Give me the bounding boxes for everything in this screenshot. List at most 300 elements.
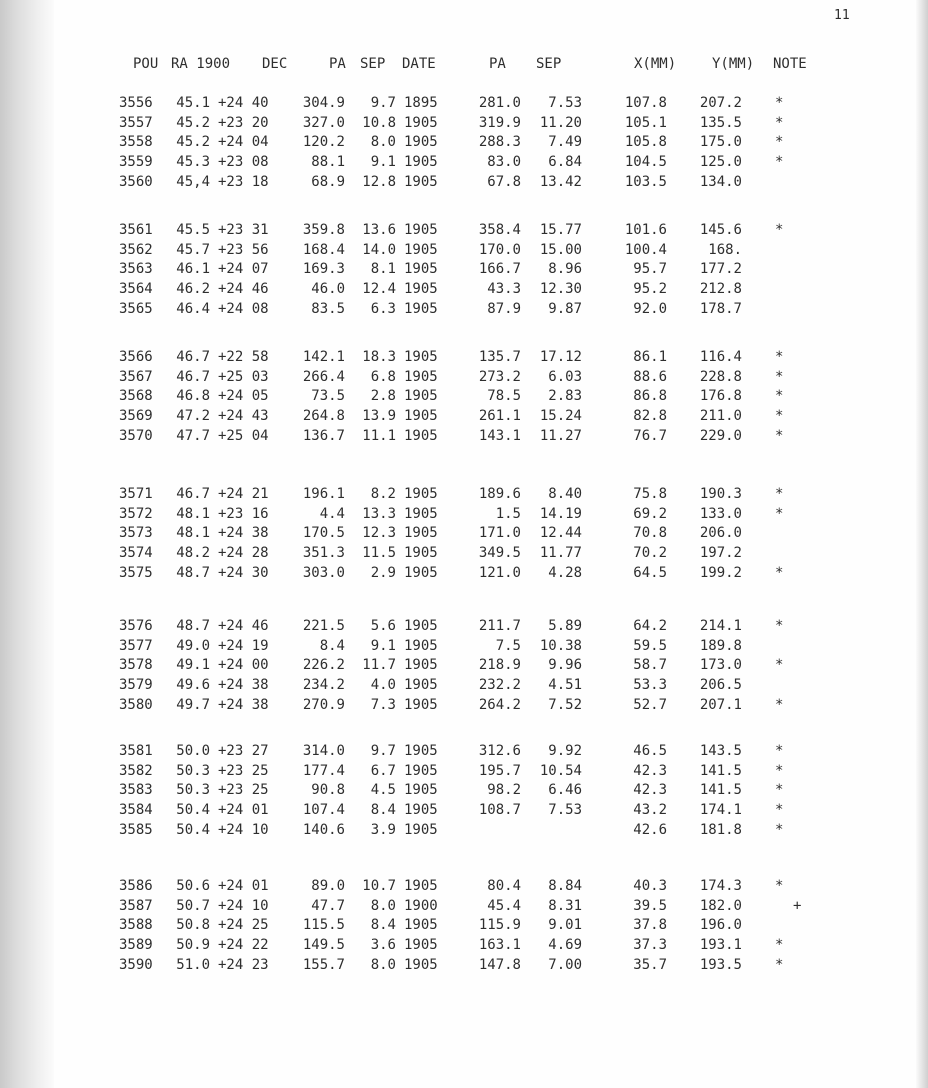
cell-date: 1905 xyxy=(404,241,438,258)
cell-date: 1905 xyxy=(404,743,438,759)
table-row xyxy=(0,114,928,132)
cell-pa: 4.4 xyxy=(319,505,345,522)
cell-pa: 359.8 xyxy=(302,222,345,238)
cell-ra: 45.1 xyxy=(176,95,210,111)
table-row xyxy=(0,742,928,760)
cell-note: * xyxy=(775,486,784,502)
cell-note: * xyxy=(775,956,784,973)
cell-dec: +23 18 xyxy=(218,173,269,190)
cell-date: 1905 xyxy=(404,222,438,238)
cell-dec: +24 46 xyxy=(218,618,269,634)
table-row xyxy=(0,564,928,582)
cell-ra: 49.6 xyxy=(176,677,210,694)
cell-note: * xyxy=(775,802,784,819)
cell-x-mm: 76.7 xyxy=(633,427,667,444)
cell-sep: 11.5 xyxy=(362,545,396,562)
cell-y-mm: 178.7 xyxy=(699,300,742,317)
cell-x-mm: 103.5 xyxy=(624,173,667,190)
cell-sep: 11.1 xyxy=(362,427,396,444)
cell-y-mm: 145.6 xyxy=(699,222,742,238)
cell-dec: +23 20 xyxy=(218,114,269,131)
cell-x-mm: 53.3 xyxy=(633,677,667,694)
cell-pou: 3567 xyxy=(119,368,153,385)
cell-pou: 3586 xyxy=(119,878,153,894)
cell-sep-current: 15.24 xyxy=(539,408,582,425)
table-row xyxy=(0,387,928,405)
cell-note: * xyxy=(775,878,784,894)
cell-pa: 327.0 xyxy=(302,114,345,131)
cell-pou: 3580 xyxy=(119,696,153,713)
cell-y-mm: 141.5 xyxy=(699,782,742,799)
cell-pa-current: 78.5 xyxy=(487,388,521,405)
cell-ra: 49.1 xyxy=(176,657,210,674)
cell-sep: 7.3 xyxy=(370,696,396,713)
cell-note: * xyxy=(775,937,784,954)
cell-pa: 8.4 xyxy=(319,637,345,654)
cell-sep: 9.7 xyxy=(370,743,396,759)
cell-pa-current: 43.3 xyxy=(487,281,521,298)
cell-x-mm: 100.4 xyxy=(624,241,667,258)
cell-note: * xyxy=(775,222,784,238)
cell-ra: 50.4 xyxy=(176,802,210,819)
cell-sep-current: 17.12 xyxy=(539,349,582,365)
cell-pou: 3588 xyxy=(119,917,153,934)
cell-x-mm: 105.8 xyxy=(624,134,667,151)
cell-dec: +24 08 xyxy=(218,300,269,317)
cell-sep-current: 15.00 xyxy=(539,241,582,258)
cell-ra: 51.0 xyxy=(176,956,210,973)
cell-x-mm: 64.5 xyxy=(633,564,667,581)
cell-pa-current: 358.4 xyxy=(478,222,521,238)
cell-date: 1905 xyxy=(404,173,438,190)
cell-pou: 3589 xyxy=(119,937,153,954)
cell-sep-current: 6.03 xyxy=(548,368,582,385)
cell-sep: 12.4 xyxy=(362,281,396,298)
cell-date: 1905 xyxy=(404,696,438,713)
cell-ra: 49.7 xyxy=(176,696,210,713)
cell-x-mm: 82.8 xyxy=(633,408,667,425)
cell-sep: 11.7 xyxy=(362,657,396,674)
cell-ra: 50.7 xyxy=(176,897,210,914)
cell-ra: 46.7 xyxy=(176,486,210,502)
cell-dec: +24 38 xyxy=(218,696,269,713)
cell-pa-current: 273.2 xyxy=(478,368,521,385)
cell-dec: +24 25 xyxy=(218,917,269,934)
cell-ra: 45.5 xyxy=(176,222,210,238)
cell-y-mm: 125.0 xyxy=(699,154,742,171)
cell-pou: 3561 xyxy=(119,222,153,238)
cell-pa-current: 108.7 xyxy=(478,802,521,819)
cell-ra: 50.8 xyxy=(176,917,210,934)
cell-sep: 12.3 xyxy=(362,525,396,542)
table-row xyxy=(0,936,928,954)
cell-sep-current: 9.96 xyxy=(548,657,582,674)
cell-sep-current: 11.20 xyxy=(539,114,582,131)
cell-sep-current: 14.19 xyxy=(539,505,582,522)
cell-y-mm: 181.8 xyxy=(699,821,742,838)
cell-dec: +24 05 xyxy=(218,388,269,405)
cell-ra: 46.8 xyxy=(176,388,210,405)
cell-sep-current: 6.84 xyxy=(548,154,582,171)
cell-x-mm: 37.3 xyxy=(633,937,667,954)
cell-dec: +24 21 xyxy=(218,486,269,502)
cell-pa: 234.2 xyxy=(302,677,345,694)
cell-x-mm: 75.8 xyxy=(633,486,667,502)
cell-sep-current: 12.30 xyxy=(539,281,582,298)
cell-dec: +24 28 xyxy=(218,545,269,562)
cell-sep-current: 9.01 xyxy=(548,917,582,934)
table-row xyxy=(0,300,928,318)
cell-ra: 50.4 xyxy=(176,821,210,838)
cell-ra: 47.7 xyxy=(176,427,210,444)
cell-pa-current: 349.5 xyxy=(478,545,521,562)
cell-dec: +24 40 xyxy=(218,95,269,111)
cell-pou: 3585 xyxy=(119,821,153,838)
cell-pou: 3573 xyxy=(119,525,153,542)
cell-sep: 3.9 xyxy=(370,821,396,838)
page-number: 11 xyxy=(834,8,850,23)
table-row xyxy=(0,260,928,278)
cell-note: * xyxy=(775,657,784,674)
cell-dec: +24 00 xyxy=(218,657,269,674)
cell-y-mm: 196.0 xyxy=(699,917,742,934)
table-row xyxy=(0,280,928,298)
cell-sep-current: 6.46 xyxy=(548,782,582,799)
cell-date: 1905 xyxy=(404,134,438,151)
table-row xyxy=(0,241,928,259)
cell-sep-current: 4.51 xyxy=(548,677,582,694)
cell-x-mm: 88.6 xyxy=(633,368,667,385)
table-row xyxy=(0,173,928,191)
cell-sep: 14.0 xyxy=(362,241,396,258)
cell-x-mm: 64.2 xyxy=(633,618,667,634)
cell-pou: 3564 xyxy=(119,281,153,298)
cell-note: * xyxy=(775,368,784,385)
cell-dec: +24 22 xyxy=(218,937,269,954)
cell-pa-current: 261.1 xyxy=(478,408,521,425)
table-row xyxy=(0,427,928,445)
cell-sep-current: 9.87 xyxy=(548,300,582,317)
cell-pou: 3584 xyxy=(119,802,153,819)
cell-y-mm: 133.0 xyxy=(699,505,742,522)
cell-ra: 48.7 xyxy=(176,618,210,634)
cell-dec: +24 38 xyxy=(218,677,269,694)
table-row xyxy=(0,133,928,151)
cell-x-mm: 70.2 xyxy=(633,545,667,562)
cell-y-mm: 177.2 xyxy=(699,261,742,278)
cell-sep: 4.5 xyxy=(370,782,396,799)
cell-date: 1905 xyxy=(404,368,438,385)
cell-note: * xyxy=(775,821,784,838)
cell-sep-current: 11.77 xyxy=(539,545,582,562)
cell-date: 1905 xyxy=(404,937,438,954)
cell-pa: 168.4 xyxy=(302,241,345,258)
cell-pa: 303.0 xyxy=(302,564,345,581)
cell-ra: 48.2 xyxy=(176,545,210,562)
cell-dec: +25 04 xyxy=(218,427,269,444)
cell-pou: 3572 xyxy=(119,505,153,522)
cell-sep: 8.2 xyxy=(370,486,396,502)
cell-note: * xyxy=(775,743,784,759)
cell-sep-current: 10.38 xyxy=(539,637,582,654)
cell-x-mm: 42.3 xyxy=(633,762,667,779)
cell-sep-current: 7.52 xyxy=(548,696,582,713)
cell-y-mm: 214.1 xyxy=(699,618,742,634)
cell-sep-current: 9.92 xyxy=(548,743,582,759)
cell-date: 1905 xyxy=(404,388,438,405)
cell-y-mm: 174.1 xyxy=(699,802,742,819)
cell-x-mm: 92.0 xyxy=(633,300,667,317)
cell-pa: 149.5 xyxy=(302,937,345,954)
cell-y-mm: 206.5 xyxy=(699,677,742,694)
cell-pou: 3563 xyxy=(119,261,153,278)
cell-x-mm: 86.1 xyxy=(633,349,667,365)
cell-date: 1905 xyxy=(404,762,438,779)
table-row xyxy=(0,781,928,799)
cell-pa-current: 195.7 xyxy=(478,762,521,779)
cell-y-mm: 229.0 xyxy=(699,427,742,444)
header-date: DATE xyxy=(402,56,436,72)
table-row xyxy=(0,524,928,542)
cell-pou: 3562 xyxy=(119,241,153,258)
cell-date: 1905 xyxy=(404,349,438,365)
cell-pa: 136.7 xyxy=(302,427,345,444)
cell-y-mm: 175.0 xyxy=(699,134,742,151)
cell-pa: 266.4 xyxy=(302,368,345,385)
cell-note: * xyxy=(775,696,784,713)
cell-pou: 3556 xyxy=(119,95,153,111)
cell-pou: 3579 xyxy=(119,677,153,694)
cell-x-mm: 58.7 xyxy=(633,657,667,674)
cell-dec: +23 25 xyxy=(218,762,269,779)
cell-ra: 49.0 xyxy=(176,637,210,654)
cell-note: * xyxy=(775,134,784,151)
cell-pa-current: 281.0 xyxy=(478,95,521,111)
cell-sep: 8.1 xyxy=(370,261,396,278)
cell-ra: 50.6 xyxy=(176,878,210,894)
cell-pou: 3570 xyxy=(119,427,153,444)
cell-dec: +24 38 xyxy=(218,525,269,542)
cell-dec: +22 58 xyxy=(218,349,269,365)
cell-ra: 46.2 xyxy=(176,281,210,298)
cell-pa: 89.0 xyxy=(311,878,345,894)
table-row xyxy=(0,877,928,895)
cell-x-mm: 86.8 xyxy=(633,388,667,405)
cell-date: 1905 xyxy=(404,154,438,171)
header-x-mm: X(MM) xyxy=(634,56,677,72)
table-row xyxy=(0,94,928,112)
cell-note: * xyxy=(775,505,784,522)
cell-pa: 120.2 xyxy=(302,134,345,151)
cell-sep: 6.8 xyxy=(370,368,396,385)
cell-ra: 50.9 xyxy=(176,937,210,954)
cell-y-mm: 207.1 xyxy=(699,696,742,713)
header-y-mm: Y(MM) xyxy=(712,56,755,72)
cell-y-mm: 174.3 xyxy=(699,878,742,894)
cell-sep-current: 12.44 xyxy=(539,525,582,542)
cell-pou: 3575 xyxy=(119,564,153,581)
table-row xyxy=(0,505,928,523)
cell-ra: 48.1 xyxy=(176,505,210,522)
cell-x-mm: 69.2 xyxy=(633,505,667,522)
table-row xyxy=(0,801,928,819)
cell-dec: +24 43 xyxy=(218,408,269,425)
cell-y-mm: 176.8 xyxy=(699,388,742,405)
cell-pa-current: 163.1 xyxy=(478,937,521,954)
cell-pou: 3574 xyxy=(119,545,153,562)
cell-pa: 88.1 xyxy=(311,154,345,171)
cell-y-mm: 168. xyxy=(708,241,742,258)
cell-ra: 45.2 xyxy=(176,134,210,151)
cell-pa: 196.1 xyxy=(302,486,345,502)
cell-pa-current: 7.5 xyxy=(495,637,521,654)
cell-note: * xyxy=(775,114,784,131)
cell-ra: 46.7 xyxy=(176,368,210,385)
table-row xyxy=(0,897,928,915)
cell-sep: 2.8 xyxy=(370,388,396,405)
cell-date: 1900 xyxy=(404,897,438,914)
cell-pou: 3577 xyxy=(119,637,153,654)
cell-ra: 50.0 xyxy=(176,743,210,759)
cell-sep: 10.8 xyxy=(362,114,396,131)
cell-x-mm: 95.2 xyxy=(633,281,667,298)
cell-sep-current: 7.53 xyxy=(548,95,582,111)
cell-sep-current: 5.89 xyxy=(548,618,582,634)
cell-x-mm: 40.3 xyxy=(633,878,667,894)
cell-note: + xyxy=(793,897,802,914)
cell-sep-current: 8.96 xyxy=(548,261,582,278)
cell-ra: 47.2 xyxy=(176,408,210,425)
cell-ra: 45.2 xyxy=(176,114,210,131)
cell-date: 1905 xyxy=(404,782,438,799)
cell-note: * xyxy=(775,408,784,425)
cell-pou: 3557 xyxy=(119,114,153,131)
cell-pou: 3578 xyxy=(119,657,153,674)
cell-pa: 351.3 xyxy=(302,545,345,562)
cell-sep-current: 4.69 xyxy=(548,937,582,954)
header-note: NOTE xyxy=(773,56,807,72)
cell-sep: 8.4 xyxy=(370,802,396,819)
table-row xyxy=(0,153,928,171)
cell-sep: 8.4 xyxy=(370,917,396,934)
cell-x-mm: 101.6 xyxy=(624,222,667,238)
cell-x-mm: 43.2 xyxy=(633,802,667,819)
cell-date: 1895 xyxy=(404,95,438,111)
cell-x-mm: 42.3 xyxy=(633,782,667,799)
cell-pa-current: 218.9 xyxy=(478,657,521,674)
cell-dec: +24 19 xyxy=(218,637,269,654)
cell-x-mm: 37.8 xyxy=(633,917,667,934)
cell-sep-current: 7.53 xyxy=(548,802,582,819)
cell-date: 1905 xyxy=(404,525,438,542)
cell-pa-current: 232.2 xyxy=(478,677,521,694)
cell-sep-current: 4.28 xyxy=(548,564,582,581)
cell-dec: +23 08 xyxy=(218,154,269,171)
cell-sep-current: 10.54 xyxy=(539,762,582,779)
cell-pa-current: 45.4 xyxy=(487,897,521,914)
header-sep: SEP xyxy=(360,56,386,72)
cell-date: 1905 xyxy=(404,677,438,694)
cell-x-mm: 46.5 xyxy=(633,743,667,759)
cell-dec: +24 01 xyxy=(218,802,269,819)
cell-note: * xyxy=(775,618,784,634)
table-row xyxy=(0,956,928,974)
table-row xyxy=(0,676,928,694)
cell-pa: 46.0 xyxy=(311,281,345,298)
cell-sep: 18.3 xyxy=(362,349,396,365)
cell-y-mm: 193.5 xyxy=(699,956,742,973)
cell-x-mm: 104.5 xyxy=(624,154,667,171)
cell-dec: +24 01 xyxy=(218,878,269,894)
cell-y-mm: 141.5 xyxy=(699,762,742,779)
cell-pa: 155.7 xyxy=(302,956,345,973)
cell-pa: 170.5 xyxy=(302,525,345,542)
cell-pa: 90.8 xyxy=(311,782,345,799)
cell-pa: 264.8 xyxy=(302,408,345,425)
cell-ra: 48.1 xyxy=(176,525,210,542)
cell-x-mm: 70.8 xyxy=(633,525,667,542)
cell-pa-current: 135.7 xyxy=(478,349,521,365)
cell-x-mm: 105.1 xyxy=(624,114,667,131)
table-header xyxy=(0,55,928,73)
cell-x-mm: 42.6 xyxy=(633,821,667,838)
cell-pa: 47.7 xyxy=(311,897,345,914)
cell-date: 1905 xyxy=(404,261,438,278)
cell-note: * xyxy=(775,782,784,799)
cell-ra: 45.3 xyxy=(176,154,210,171)
cell-pa-current: 166.7 xyxy=(478,261,521,278)
cell-pa: 226.2 xyxy=(302,657,345,674)
table-row xyxy=(0,485,928,503)
cell-ra: 46.7 xyxy=(176,349,210,365)
cell-ra: 50.3 xyxy=(176,762,210,779)
cell-date: 1905 xyxy=(404,878,438,894)
cell-ra: 50.3 xyxy=(176,782,210,799)
cell-sep: 13.9 xyxy=(362,408,396,425)
header-pa-current: PA xyxy=(489,56,506,72)
cell-pa: 221.5 xyxy=(302,618,345,634)
cell-pa-current: 83.0 xyxy=(487,154,521,171)
cell-x-mm: 95.7 xyxy=(633,261,667,278)
cell-date: 1905 xyxy=(404,408,438,425)
cell-pa: 169.3 xyxy=(302,261,345,278)
cell-pou: 3587 xyxy=(119,897,153,914)
cell-date: 1905 xyxy=(404,505,438,522)
cell-sep: 13.6 xyxy=(362,222,396,238)
cell-sep: 9.1 xyxy=(370,637,396,654)
cell-pa-current: 211.7 xyxy=(478,618,521,634)
table-row xyxy=(0,762,928,780)
cell-pa: 115.5 xyxy=(302,917,345,934)
cell-pa-current: 170.0 xyxy=(478,241,521,258)
cell-dec: +24 10 xyxy=(218,897,269,914)
cell-sep-current: 11.27 xyxy=(539,427,582,444)
cell-pa: 140.6 xyxy=(302,821,345,838)
cell-pa: 314.0 xyxy=(302,743,345,759)
cell-pa: 304.9 xyxy=(302,95,345,111)
cell-date: 1905 xyxy=(404,637,438,654)
cell-sep: 10.7 xyxy=(362,878,396,894)
cell-y-mm: 135.5 xyxy=(699,114,742,131)
cell-pou: 3590 xyxy=(119,956,153,973)
cell-pou: 3568 xyxy=(119,388,153,405)
table-row xyxy=(0,348,928,366)
cell-date: 1905 xyxy=(404,486,438,502)
cell-pa-current: 171.0 xyxy=(478,525,521,542)
cell-date: 1905 xyxy=(404,802,438,819)
cell-sep-current: 8.40 xyxy=(548,486,582,502)
cell-sep: 13.3 xyxy=(362,505,396,522)
